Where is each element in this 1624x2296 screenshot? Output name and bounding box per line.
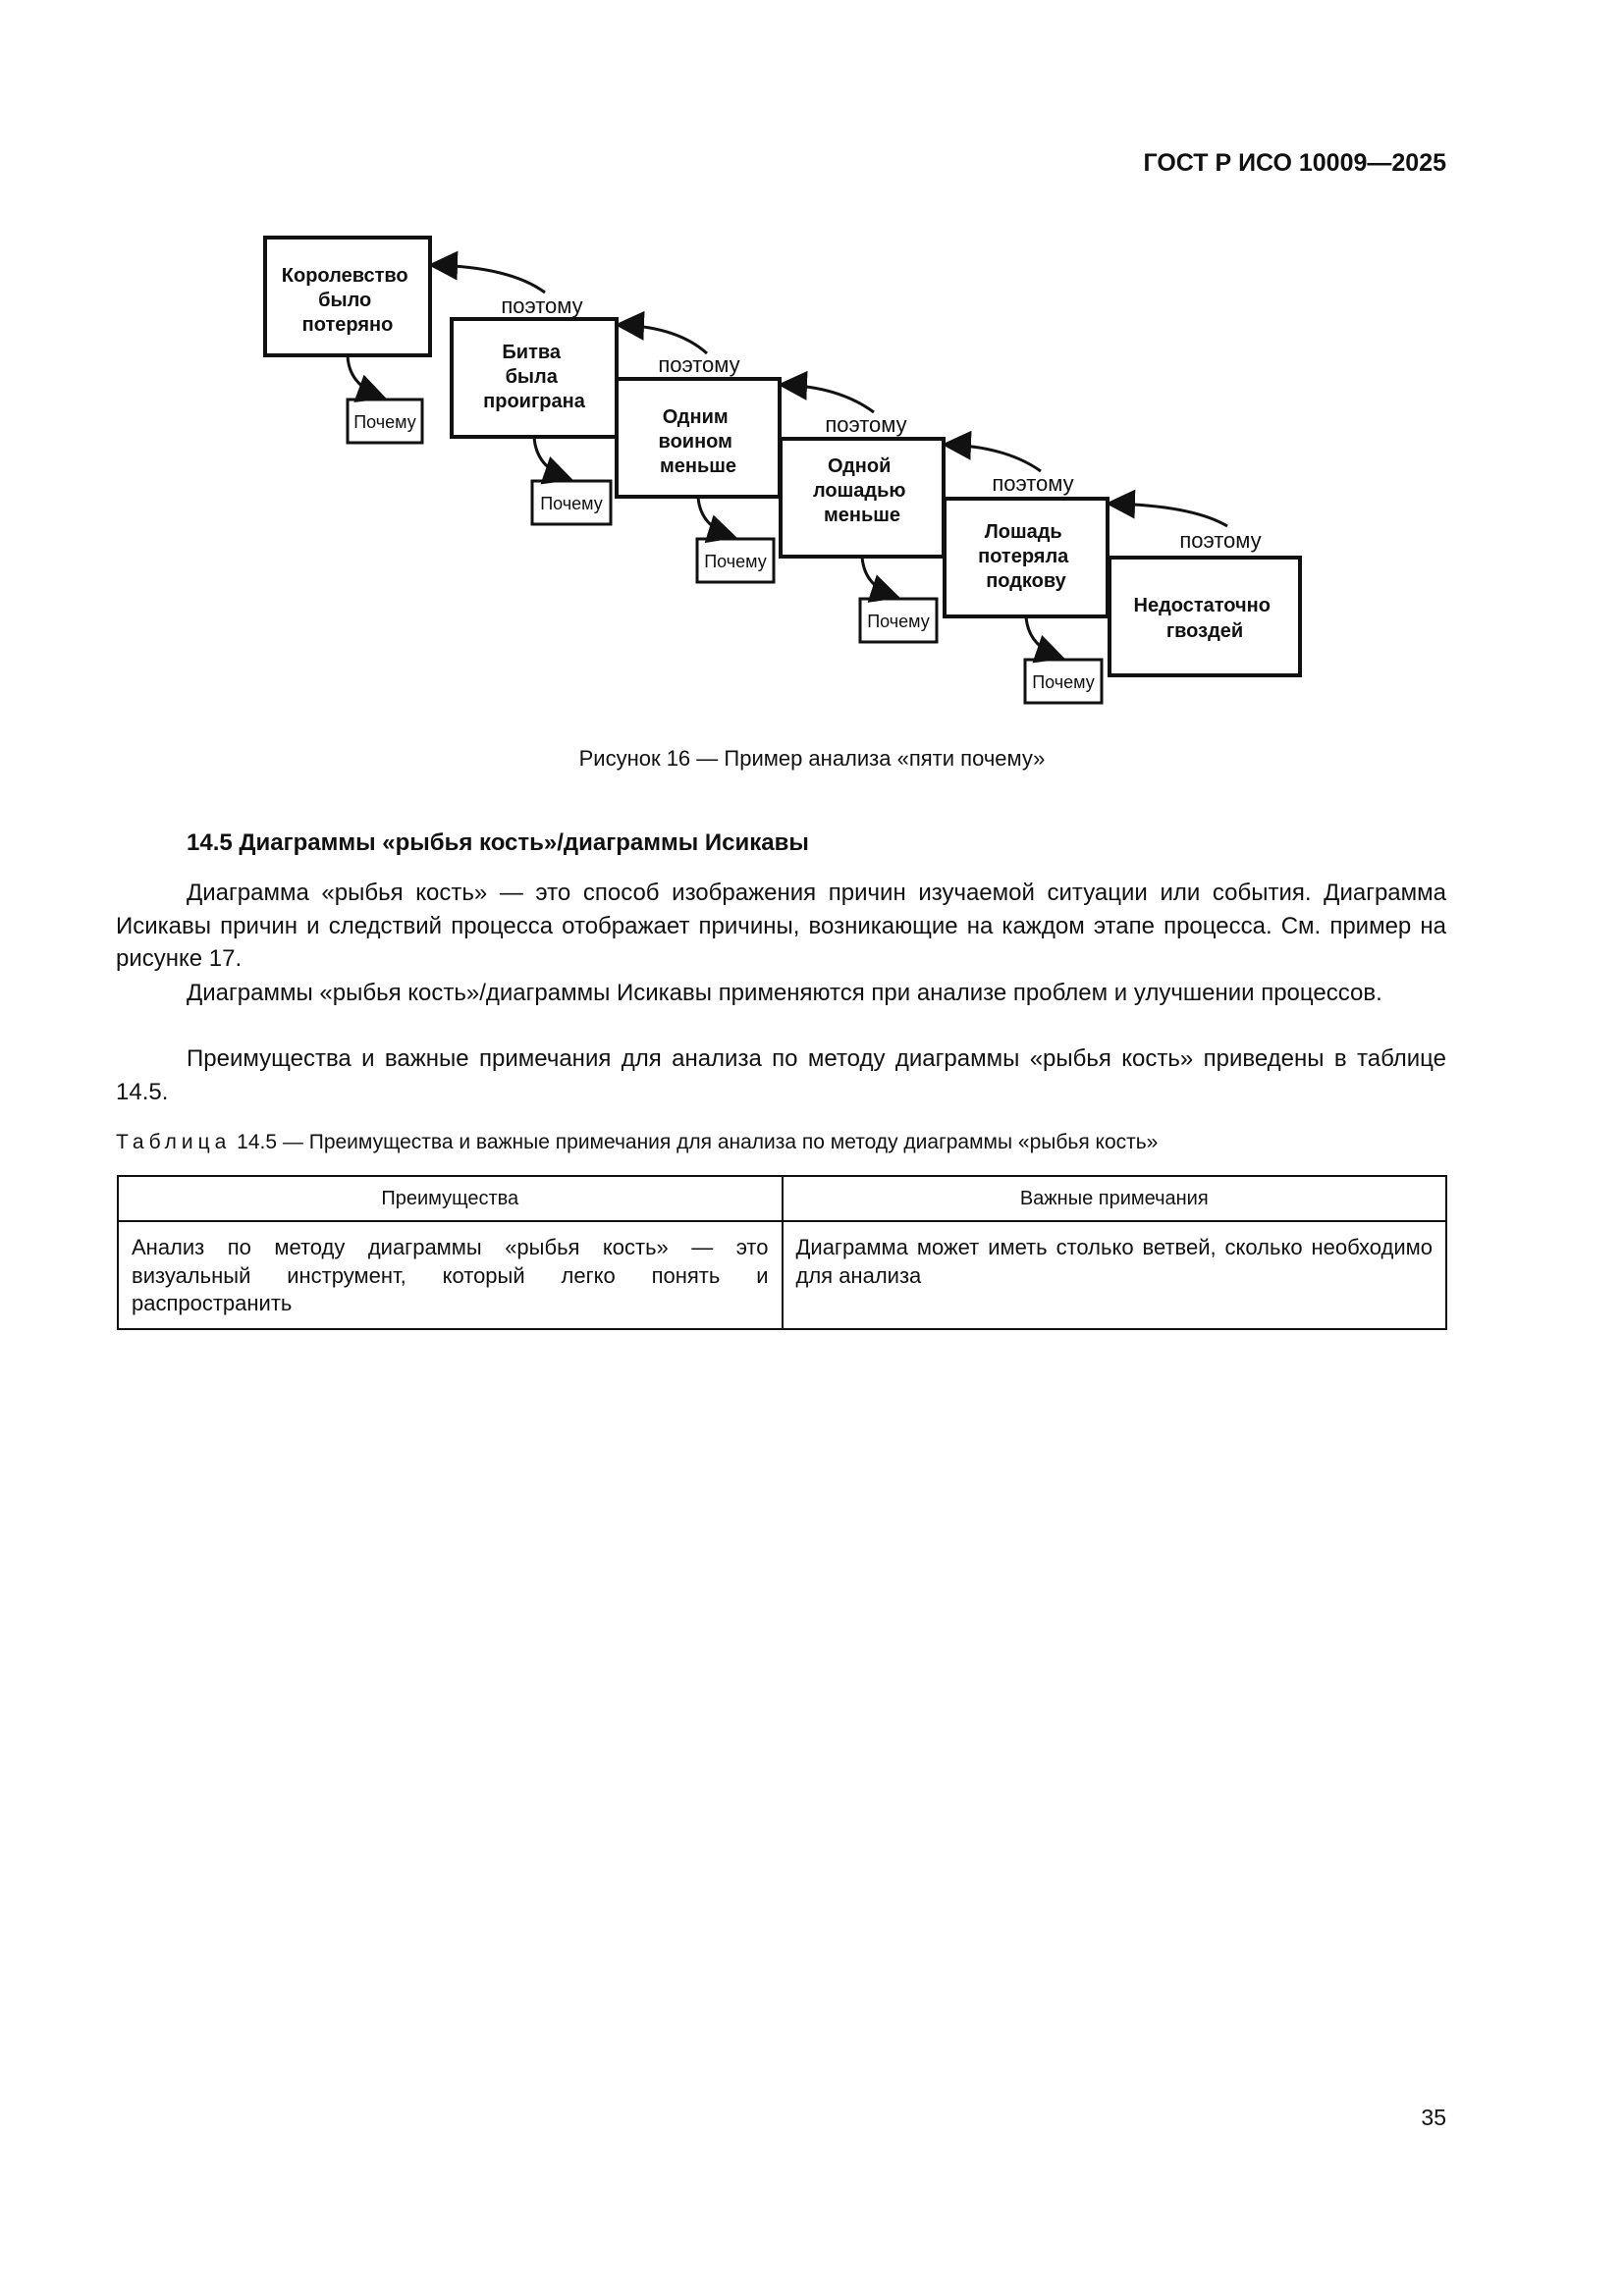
cause-box: [452, 319, 617, 437]
cause-box: [781, 439, 944, 557]
section-heading: 14.5 Диаграммы «рыбья кость»/диаграммы Исикавы: [187, 829, 809, 856]
svg-text:Почему: Почему: [1032, 672, 1095, 692]
why-arrow: [348, 355, 381, 397]
cause-box: [945, 499, 1108, 616]
therefore-label: поэтому: [992, 471, 1074, 496]
why-arrow: [534, 437, 568, 478]
cause-box: [617, 379, 780, 497]
svg-text:Почему: Почему: [353, 412, 416, 432]
figure-caption: Рисунок 16 — Пример анализа «пяти почему»: [578, 746, 1046, 771]
table-row: [118, 1221, 1446, 1329]
therefore-label: поэтому: [501, 294, 583, 318]
therefore-label: поэтому: [825, 412, 907, 437]
why-box: [697, 539, 774, 582]
svg-text:Почему: Почему: [704, 552, 767, 571]
svg-text:Одной лошадью мень: Одной лошадью меньше: [812, 455, 906, 526]
therefore-arrow: [1111, 504, 1227, 526]
why-box: [348, 400, 422, 443]
paragraph: Диаграмма «рыбья кость» — это способ изображения причин изучаемой ситуации или события. Диаграмма Исикавы причин и следствий процесса отображает причины, возникающие на каждом этапе процесса. См. пример на рисунке 17.: [116, 880, 1446, 972]
why-arrow: [1026, 616, 1059, 657]
column-header-notes: Важные примечания: [783, 1176, 1447, 1221]
five-whys-diagram: [0, 0, 1624, 746]
svg-text:Одним воином меньш: Одним воином меньше: [658, 406, 737, 477]
cause-box: [265, 238, 430, 355]
therefore-arrow: [434, 265, 545, 293]
column-header-advantages: Преимущества: [118, 1176, 783, 1221]
svg-text:Почему: Почему: [540, 494, 603, 513]
cause-box: [1110, 558, 1300, 675]
therefore-arrow: [621, 325, 707, 353]
therefore-label: поэтому: [1179, 528, 1262, 553]
therefore-arrow: [947, 445, 1041, 471]
therefore-label: поэтому: [658, 352, 740, 377]
svg-text:Лошадь потеряла по: Лошадь потеряла подкову: [978, 521, 1069, 592]
why-arrow: [698, 497, 731, 536]
svg-text:Недостаточно гвоздей: Недостаточно гвоздей: [1133, 595, 1271, 642]
table-caption: [116, 1131, 1158, 1154]
why-arrow: [862, 557, 894, 596]
table-header-row: [118, 1176, 1446, 1221]
table-caption-prefix: Таблица: [116, 1131, 232, 1153]
why-box: [532, 481, 611, 524]
svg-text:Битва была проигра: Битва была проиграна: [483, 342, 585, 412]
document-code: ГОСТ Р ИСО 10009—2025: [1143, 149, 1446, 177]
why-box: [1025, 660, 1102, 703]
svg-text:Королевство было п: Королевство было потеряно: [281, 265, 408, 336]
why-box: [860, 599, 937, 642]
svg-text:Почему: Почему: [867, 612, 930, 631]
table-cell: Анализ по методу диаграммы «рыбья кость» — это визуальный инструмент, который легко понять и распространить: [118, 1221, 783, 1329]
therefore-arrow: [784, 385, 874, 412]
paragraph: Диаграммы «рыбья кость»/диаграммы Исикавы применяются при анализе проблем и улучшении процессов.: [187, 980, 1382, 1006]
page-number: 35: [1421, 2105, 1446, 2130]
table-caption-text: 14.5 — Преимущества и важные примечания для анализа по методу диаграммы «рыбья кость»: [231, 1131, 1159, 1153]
paragraph: Преимущества и важные примечания для анализа по методу диаграммы «рыбья кость» приведены в таблице 14.5.: [116, 1045, 1446, 1105]
comparison-table: [117, 1175, 1447, 1330]
table-cell: Диаграмма может иметь столько ветвей, сколько необходимо для анализа: [783, 1221, 1447, 1329]
